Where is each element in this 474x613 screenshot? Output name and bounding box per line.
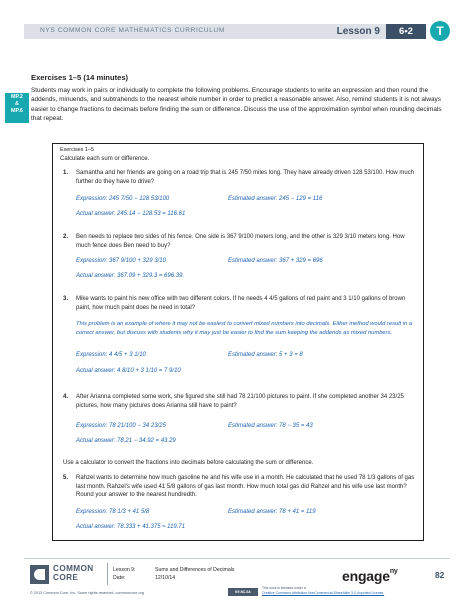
expression-3: Expression: 4 4/5 + 3 1/10	[76, 352, 146, 358]
license-text	[262, 586, 422, 596]
engage-ny-logo	[342, 568, 398, 584]
lesson-label: Lesson 9	[336, 26, 380, 37]
creative-commons-badge: BY-NC-SA	[228, 588, 258, 596]
common-core-logo-icon	[30, 565, 49, 584]
actual-1: Actual answer: 245.14 − 128.53 = 116.61	[76, 211, 186, 217]
exercises-instruction: Calculate each sum or difference.	[60, 156, 150, 162]
problem-text: Rahzel wants to determine how much gasoline he and his wife use in a month. He calculated that he used 78 1/3 gallons of gas last month. Rahzel's wife used 41 5/8 gallons of gas last month. How much total gas did Rahzel and his wife use last month? Round your answer to the nearest hundredth.	[76, 475, 415, 499]
section-title: Exercises 1–5 (14 minutes)	[31, 73, 129, 82]
license-line: This work is licensed under a	[262, 586, 306, 590]
problem-text: Ben needs to replace two sides of his fence. One side is 367 9/100 meters long, and the other is 329 3/10 meters long. How much fence does Ben need to buy?	[76, 234, 405, 249]
problem-text: Mike wants to paint his new office with two different colors. If he needs 4 4/5 gallons of red paint and 3 1/10 gallons of brown paint, how much paint does he need in total?	[76, 296, 406, 311]
footer-labels	[113, 566, 136, 582]
footer-values	[155, 566, 234, 582]
problem-5	[63, 474, 415, 500]
problem-number: 1.	[63, 170, 69, 176]
module-label: 6•2	[386, 24, 426, 39]
expression-2: Expression: 367 9/100 + 329 3/10	[76, 258, 166, 264]
mp-badge-line-1: MP.2	[11, 94, 23, 100]
teacher-note-3: This problem is an example of where it may not be easiest to convert mixed numbers into decimals. Either method would result in a correct answer, but discuss with students why it may just be easier to find the sum keeping the addends as mixed numbers.	[76, 321, 413, 336]
problem-number: 4.	[63, 394, 69, 400]
mp-badge	[5, 93, 29, 123]
mp-badge-line-3: MP.6	[11, 108, 23, 115]
estimated-5: Estimated answer: 78 + 41 = 119	[228, 509, 316, 515]
lesson-meta-value: Sums and Differences of Decimals	[155, 567, 235, 573]
engage-word: engage	[342, 568, 390, 584]
footer-rule	[24, 558, 450, 559]
expression-5: Expression: 78 1/3 + 41 5/8	[76, 509, 150, 515]
estimated-4: Estimated answer: 78 − 35 = 43	[228, 423, 313, 429]
copyright-text: © 2013 Common Core, Inc. Some rights reserved. commoncore.org	[30, 591, 145, 595]
problem-number: 5.	[63, 475, 69, 481]
license-link[interactable]: Creative Commons Attribution-NonCommercial-ShareAlike 3.0 Unported License.	[262, 591, 385, 595]
problem-number: 3.	[63, 296, 69, 302]
estimated-3: Estimated answer: 5 + 3 = 8	[228, 352, 303, 358]
problem-4	[63, 393, 415, 410]
actual-4: Actual answer: 78.21 − 34.92 = 43.29	[76, 438, 176, 444]
problem-number: 2.	[63, 234, 69, 240]
expression-1: Expression: 245 7/50 − 128 53/100	[76, 196, 170, 202]
intro-paragraph: Students may work in pairs or individually to complete the following problems. Encourage students to write an expression and then round the addends, minuends, and subtrahends to the nearest whole number in order to predict a reasonable answer. Also, remind students it is not always easier to change fractions to decimals before finding the sum or difference. Discuss the use of the approximation symbol when rounding decimals that repeat.	[31, 87, 442, 123]
common-core-logo-text	[53, 564, 94, 582]
lesson-meta-label: Lesson 9:	[113, 567, 136, 573]
logo-word-2: CORE	[53, 573, 79, 582]
problem-3	[63, 295, 415, 312]
actual-2: Actual answer: 367.09 + 329.3 = 696.39.	[76, 273, 185, 279]
date-meta-value: 12/10/14	[155, 575, 176, 581]
problem-text: After Arianna completed some work, she figured she still had 78 21/100 pictures to paint. If she completed another 34 23/25 pictures, how many pictures does Arianna still have to paint?	[76, 394, 404, 409]
actual-5: Actual answer: 78.333 + 41.375 ≈ 119.71	[76, 524, 186, 530]
teacher-badge: T	[430, 21, 450, 41]
exercises-header	[60, 147, 416, 167]
footer-divider	[107, 563, 108, 585]
exercises-heading: Exercises 1–5	[60, 147, 94, 153]
estimated-1: Estimated answer: 245 − 129 = 116	[228, 196, 323, 202]
mp-badge-line-2: &	[15, 101, 19, 108]
calculator-instruction: Use a calculator to convert the fractions into decimals before calculating the sum or difference.	[63, 460, 314, 466]
problem-text: Samantha and her friends are going on a road trip that is 245 7/50 miles long. They have already driven 128 53/100. How much further do they have to drive?	[76, 170, 415, 185]
curriculum-title: NYS COMMON CORE MATHEMATICS CURRICULUM	[40, 27, 225, 34]
problem-2	[63, 233, 415, 250]
date-meta-label: Date:	[113, 575, 126, 581]
logo-word-1: COMMON	[53, 564, 94, 573]
estimated-2: Estimated answer: 367 + 329 = 696	[228, 258, 323, 264]
problem-1	[63, 169, 415, 186]
expression-4: Expression: 78 21/100 − 34 23/25	[76, 423, 166, 429]
actual-3: Actual answer: 4 8/10 + 3 1/10 = 7 9/10	[76, 368, 181, 374]
engage-ny-sup: ny	[389, 568, 398, 575]
page-header	[0, 0, 474, 40]
page-number: 82	[435, 570, 445, 580]
